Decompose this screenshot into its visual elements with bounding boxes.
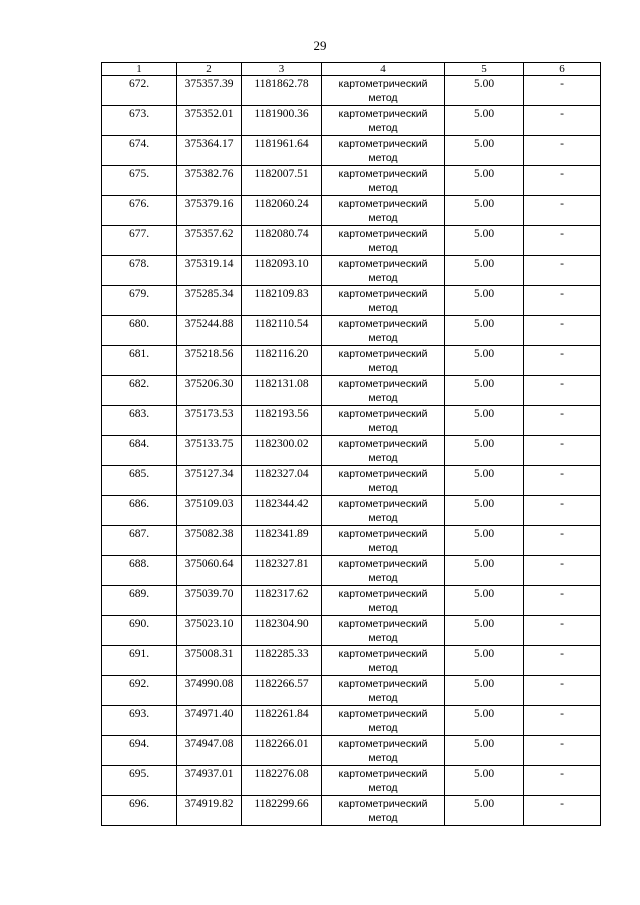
description-cell: - bbox=[524, 796, 601, 826]
x-coordinate-cell: 375285.34 bbox=[177, 286, 242, 316]
description-cell: - bbox=[524, 586, 601, 616]
method-cell bbox=[322, 136, 445, 166]
x-coordinate-cell: 374971.40 bbox=[177, 706, 242, 736]
method-text: картометрический bbox=[338, 408, 428, 420]
method-cell bbox=[322, 466, 445, 496]
description-cell: - bbox=[524, 466, 601, 496]
accuracy-cell: 5.00 bbox=[445, 736, 524, 766]
accuracy-cell: 5.00 bbox=[445, 676, 524, 706]
table-row bbox=[102, 706, 601, 736]
description-cell: - bbox=[524, 766, 601, 796]
method-cell bbox=[322, 796, 445, 826]
x-coordinate-cell: 375244.88 bbox=[177, 316, 242, 346]
method-text: метод bbox=[368, 332, 398, 344]
table-row bbox=[102, 436, 601, 466]
accuracy-cell: 5.00 bbox=[445, 706, 524, 736]
y-coordinate-cell: 1182007.51 bbox=[242, 166, 322, 196]
point-number-cell: 686. bbox=[102, 496, 177, 526]
method-text: метод bbox=[368, 812, 398, 824]
table-row bbox=[102, 346, 601, 376]
description-cell: - bbox=[524, 286, 601, 316]
method-cell bbox=[322, 646, 445, 676]
description-cell: - bbox=[524, 556, 601, 586]
table-row bbox=[102, 556, 601, 586]
method-text: метод bbox=[368, 152, 398, 164]
point-number-cell: 684. bbox=[102, 436, 177, 466]
method-cell bbox=[322, 286, 445, 316]
table-row bbox=[102, 526, 601, 556]
accuracy-cell: 5.00 bbox=[445, 286, 524, 316]
y-coordinate-cell: 1182317.62 bbox=[242, 586, 322, 616]
description-cell: - bbox=[524, 346, 601, 376]
method-text: метод bbox=[368, 482, 398, 494]
description-cell: - bbox=[524, 616, 601, 646]
x-coordinate-cell: 375382.76 bbox=[177, 166, 242, 196]
accuracy-cell: 5.00 bbox=[445, 136, 524, 166]
method-text: картометрический bbox=[338, 498, 428, 510]
y-coordinate-cell: 1181900.36 bbox=[242, 106, 322, 136]
table-row bbox=[102, 466, 601, 496]
x-coordinate-cell: 374937.01 bbox=[177, 766, 242, 796]
table-row bbox=[102, 106, 601, 136]
method-cell bbox=[322, 316, 445, 346]
description-cell: - bbox=[524, 496, 601, 526]
accuracy-cell: 5.00 bbox=[445, 106, 524, 136]
method-cell bbox=[322, 766, 445, 796]
method-cell bbox=[322, 436, 445, 466]
x-coordinate-cell: 375352.01 bbox=[177, 106, 242, 136]
accuracy-cell: 5.00 bbox=[445, 556, 524, 586]
table-row bbox=[102, 766, 601, 796]
method-cell bbox=[322, 586, 445, 616]
method-text: картометрический bbox=[338, 198, 428, 210]
y-coordinate-cell: 1182266.01 bbox=[242, 736, 322, 766]
x-coordinate-cell: 375364.17 bbox=[177, 136, 242, 166]
method-text: картометрический bbox=[338, 138, 428, 150]
x-coordinate-cell: 375008.31 bbox=[177, 646, 242, 676]
method-text: картометрический bbox=[338, 768, 428, 780]
y-coordinate-cell: 1182327.04 bbox=[242, 466, 322, 496]
description-cell: - bbox=[524, 646, 601, 676]
method-text: метод bbox=[368, 572, 398, 584]
method-text: картометрический bbox=[338, 798, 428, 810]
description-cell: - bbox=[524, 256, 601, 286]
description-cell: - bbox=[524, 136, 601, 166]
point-number-cell: 672. bbox=[102, 76, 177, 106]
accuracy-cell: 5.00 bbox=[445, 616, 524, 646]
method-text: картометрический bbox=[338, 78, 428, 90]
point-number-cell: 681. bbox=[102, 346, 177, 376]
description-cell: - bbox=[524, 436, 601, 466]
accuracy-cell: 5.00 bbox=[445, 166, 524, 196]
x-coordinate-cell: 375319.14 bbox=[177, 256, 242, 286]
method-text: метод bbox=[368, 542, 398, 554]
method-text: картометрический bbox=[338, 168, 428, 180]
point-number-cell: 673. bbox=[102, 106, 177, 136]
method-text: картометрический bbox=[338, 528, 428, 540]
accuracy-cell: 5.00 bbox=[445, 586, 524, 616]
y-coordinate-cell: 1182266.57 bbox=[242, 676, 322, 706]
point-number-cell: 675. bbox=[102, 166, 177, 196]
y-coordinate-cell: 1182299.66 bbox=[242, 796, 322, 826]
method-text: картометрический bbox=[338, 738, 428, 750]
method-cell bbox=[322, 196, 445, 226]
x-coordinate-cell: 375379.16 bbox=[177, 196, 242, 226]
method-text: картометрический bbox=[338, 618, 428, 630]
table-header-row bbox=[102, 63, 601, 76]
method-text: метод bbox=[368, 302, 398, 314]
method-cell bbox=[322, 736, 445, 766]
table-row bbox=[102, 196, 601, 226]
accuracy-cell: 5.00 bbox=[445, 76, 524, 106]
method-cell bbox=[322, 556, 445, 586]
y-coordinate-cell: 1182080.74 bbox=[242, 226, 322, 256]
method-text: картометрический bbox=[338, 258, 428, 270]
method-cell bbox=[322, 406, 445, 436]
method-text: картометрический bbox=[338, 438, 428, 450]
method-text: метод bbox=[368, 752, 398, 764]
method-cell bbox=[322, 256, 445, 286]
table-row bbox=[102, 496, 601, 526]
y-coordinate-cell: 1182109.83 bbox=[242, 286, 322, 316]
description-cell: - bbox=[524, 196, 601, 226]
x-coordinate-cell: 374990.08 bbox=[177, 676, 242, 706]
accuracy-cell: 5.00 bbox=[445, 766, 524, 796]
point-number-cell: 679. bbox=[102, 286, 177, 316]
accuracy-cell: 5.00 bbox=[445, 196, 524, 226]
method-text: метод bbox=[368, 212, 398, 224]
method-text: метод bbox=[368, 662, 398, 674]
column-header: 6 bbox=[524, 63, 601, 76]
column-header: 4 bbox=[322, 63, 445, 76]
accuracy-cell: 5.00 bbox=[445, 796, 524, 826]
column-header: 5 bbox=[445, 63, 524, 76]
x-coordinate-cell: 375127.34 bbox=[177, 466, 242, 496]
description-cell: - bbox=[524, 406, 601, 436]
method-cell bbox=[322, 346, 445, 376]
method-text: метод bbox=[368, 602, 398, 614]
x-coordinate-cell: 375218.56 bbox=[177, 346, 242, 376]
y-coordinate-cell: 1182261.84 bbox=[242, 706, 322, 736]
method-text: картометрический bbox=[338, 288, 428, 300]
description-cell: - bbox=[524, 736, 601, 766]
accuracy-cell: 5.00 bbox=[445, 496, 524, 526]
point-number-cell: 688. bbox=[102, 556, 177, 586]
accuracy-cell: 5.00 bbox=[445, 466, 524, 496]
point-number-cell: 680. bbox=[102, 316, 177, 346]
y-coordinate-cell: 1182093.10 bbox=[242, 256, 322, 286]
y-coordinate-cell: 1182276.08 bbox=[242, 766, 322, 796]
accuracy-cell: 5.00 bbox=[445, 406, 524, 436]
table-row bbox=[102, 616, 601, 646]
description-cell: - bbox=[524, 526, 601, 556]
x-coordinate-cell: 375023.10 bbox=[177, 616, 242, 646]
y-coordinate-cell: 1182110.54 bbox=[242, 316, 322, 346]
method-text: картометрический bbox=[338, 468, 428, 480]
x-coordinate-cell: 375133.75 bbox=[177, 436, 242, 466]
table-row bbox=[102, 166, 601, 196]
x-coordinate-cell: 374947.08 bbox=[177, 736, 242, 766]
description-cell: - bbox=[524, 166, 601, 196]
method-cell bbox=[322, 226, 445, 256]
y-coordinate-cell: 1182131.08 bbox=[242, 376, 322, 406]
point-number-cell: 687. bbox=[102, 526, 177, 556]
accuracy-cell: 5.00 bbox=[445, 316, 524, 346]
point-number-cell: 676. bbox=[102, 196, 177, 226]
table-row bbox=[102, 406, 601, 436]
method-text: метод bbox=[368, 122, 398, 134]
method-text: метод bbox=[368, 272, 398, 284]
y-coordinate-cell: 1182060.24 bbox=[242, 196, 322, 226]
method-text: картометрический bbox=[338, 318, 428, 330]
point-number-cell: 692. bbox=[102, 676, 177, 706]
method-text: картометрический bbox=[338, 588, 428, 600]
point-number-cell: 683. bbox=[102, 406, 177, 436]
accuracy-cell: 5.00 bbox=[445, 526, 524, 556]
method-text: метод bbox=[368, 362, 398, 374]
method-text: картометрический bbox=[338, 108, 428, 120]
method-cell bbox=[322, 106, 445, 136]
table-row bbox=[102, 676, 601, 706]
x-coordinate-cell: 375039.70 bbox=[177, 586, 242, 616]
point-number-cell: 674. bbox=[102, 136, 177, 166]
y-coordinate-cell: 1182285.33 bbox=[242, 646, 322, 676]
method-text: метод bbox=[368, 422, 398, 434]
column-header: 1 bbox=[102, 63, 177, 76]
method-text: картометрический bbox=[338, 648, 428, 660]
x-coordinate-cell: 375109.03 bbox=[177, 496, 242, 526]
table-row bbox=[102, 586, 601, 616]
method-text: метод bbox=[368, 782, 398, 794]
accuracy-cell: 5.00 bbox=[445, 346, 524, 376]
method-text: метод bbox=[368, 692, 398, 704]
y-coordinate-cell: 1182300.02 bbox=[242, 436, 322, 466]
method-cell bbox=[322, 76, 445, 106]
method-text: метод bbox=[368, 722, 398, 734]
method-text: метод bbox=[368, 392, 398, 404]
method-text: картометрический bbox=[338, 378, 428, 390]
y-coordinate-cell: 1182344.42 bbox=[242, 496, 322, 526]
point-number-cell: 677. bbox=[102, 226, 177, 256]
table-row bbox=[102, 736, 601, 766]
x-coordinate-cell: 375060.64 bbox=[177, 556, 242, 586]
x-coordinate-cell: 375082.38 bbox=[177, 526, 242, 556]
method-text: метод bbox=[368, 452, 398, 464]
method-cell bbox=[322, 496, 445, 526]
method-cell bbox=[322, 166, 445, 196]
description-cell: - bbox=[524, 106, 601, 136]
method-text: метод bbox=[368, 242, 398, 254]
y-coordinate-cell: 1182304.90 bbox=[242, 616, 322, 646]
x-coordinate-cell: 374919.82 bbox=[177, 796, 242, 826]
description-cell: - bbox=[524, 226, 601, 256]
method-text: метод bbox=[368, 92, 398, 104]
method-cell bbox=[322, 706, 445, 736]
y-coordinate-cell: 1182193.56 bbox=[242, 406, 322, 436]
method-cell bbox=[322, 376, 445, 406]
table-row bbox=[102, 646, 601, 676]
point-number-cell: 678. bbox=[102, 256, 177, 286]
y-coordinate-cell: 1181862.78 bbox=[242, 76, 322, 106]
y-coordinate-cell: 1182341.89 bbox=[242, 526, 322, 556]
x-coordinate-cell: 375206.30 bbox=[177, 376, 242, 406]
accuracy-cell: 5.00 bbox=[445, 436, 524, 466]
table-row bbox=[102, 76, 601, 106]
table-row bbox=[102, 796, 601, 826]
method-text: метод bbox=[368, 632, 398, 644]
description-cell: - bbox=[524, 706, 601, 736]
method-text: картометрический bbox=[338, 348, 428, 360]
accuracy-cell: 5.00 bbox=[445, 226, 524, 256]
table-row bbox=[102, 226, 601, 256]
accuracy-cell: 5.00 bbox=[445, 646, 524, 676]
description-cell: - bbox=[524, 676, 601, 706]
x-coordinate-cell: 375357.39 bbox=[177, 76, 242, 106]
description-cell: - bbox=[524, 316, 601, 346]
method-text: метод bbox=[368, 182, 398, 194]
point-number-cell: 696. bbox=[102, 796, 177, 826]
column-header: 3 bbox=[242, 63, 322, 76]
page-number: 29 bbox=[313, 38, 327, 53]
point-number-cell: 685. bbox=[102, 466, 177, 496]
method-text: картометрический bbox=[338, 678, 428, 690]
y-coordinate-cell: 1182116.20 bbox=[242, 346, 322, 376]
method-text: картометрический bbox=[338, 708, 428, 720]
point-number-cell: 694. bbox=[102, 736, 177, 766]
point-number-cell: 682. bbox=[102, 376, 177, 406]
method-cell bbox=[322, 526, 445, 556]
method-cell bbox=[322, 676, 445, 706]
y-coordinate-cell: 1182327.81 bbox=[242, 556, 322, 586]
method-text: картометрический bbox=[338, 558, 428, 570]
x-coordinate-cell: 375357.62 bbox=[177, 226, 242, 256]
coordinates-table bbox=[101, 62, 601, 826]
table-row bbox=[102, 256, 601, 286]
table-row bbox=[102, 376, 601, 406]
point-number-cell: 689. bbox=[102, 586, 177, 616]
method-text: метод bbox=[368, 512, 398, 524]
accuracy-cell: 5.00 bbox=[445, 256, 524, 286]
table-row bbox=[102, 286, 601, 316]
table-row bbox=[102, 316, 601, 346]
column-header: 2 bbox=[177, 63, 242, 76]
method-cell bbox=[322, 616, 445, 646]
x-coordinate-cell: 375173.53 bbox=[177, 406, 242, 436]
point-number-cell: 693. bbox=[102, 706, 177, 736]
y-coordinate-cell: 1181961.64 bbox=[242, 136, 322, 166]
table-row bbox=[102, 136, 601, 166]
accuracy-cell: 5.00 bbox=[445, 376, 524, 406]
point-number-cell: 695. bbox=[102, 766, 177, 796]
description-cell: - bbox=[524, 76, 601, 106]
point-number-cell: 691. bbox=[102, 646, 177, 676]
method-text: картометрический bbox=[338, 228, 428, 240]
description-cell: - bbox=[524, 376, 601, 406]
point-number-cell: 690. bbox=[102, 616, 177, 646]
